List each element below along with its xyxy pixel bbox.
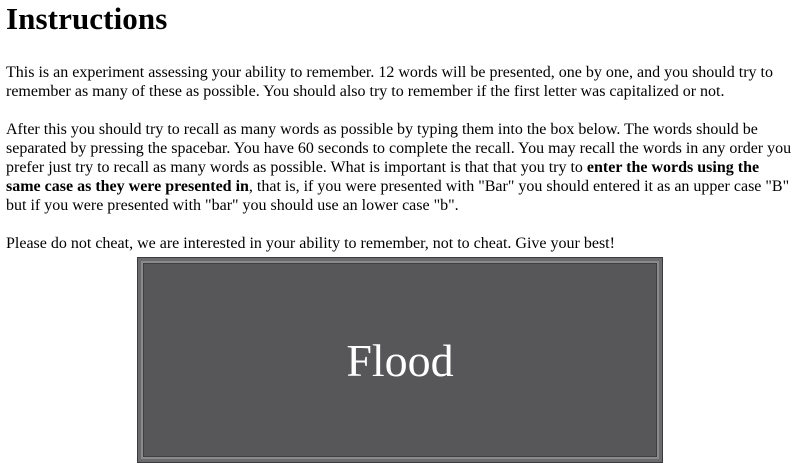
honesty-paragraph: Please do not cheat, we are interested in your ability to remember, not to cheat. Give your best! <box>6 235 615 252</box>
recall-paragraph <box>6 120 794 215</box>
recall-emphasis: enter the words using the same case as they were presented in <box>6 159 760 195</box>
recall-text-after: , that is, if you were presented with "Bar" you should entered it as an upper case "B" but if you were presented with "bar" you should use an lower case "b". <box>6 178 790 214</box>
intro-paragraph: This is an experiment assessing your ability to remember. 12 words will be presented, one by one, and you should try to remember as many of these as possible. You should also try to remember if the first letter was capitalized or not. <box>6 64 773 100</box>
recall-text-before: After this you should try to recall as many words as possible by typing them into the box below. The words should be separated by pressing the spacebar. You have 60 seconds to complete the recall. You may recall the words in any order you prefer just try to recall as many words as possible. What is important is that that you try to <box>6 121 792 176</box>
page-title: Instructions <box>6 1 168 36</box>
word-stimulus-display <box>138 258 662 462</box>
stimulus-word: Flood <box>346 335 454 386</box>
